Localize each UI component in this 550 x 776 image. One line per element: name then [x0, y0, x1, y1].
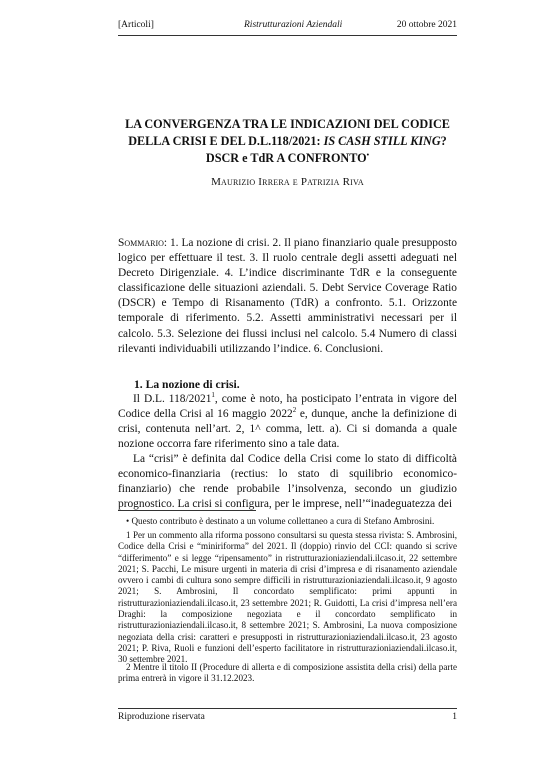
header-date: 20 ottobre 2021 [396, 20, 457, 30]
footnote-1: 1 Per un commento alla riforma possono consultarsi su questa stessa rivista: S. Ambrosini, Codice della Crisi e “miniriforma” del 2021. Il (doppio) rinvio del CCI: quando si scrive “differimento” e si legge “ripensamento” in ristrutturazioniaziendali.ilcaso.it, 22 settembre 2021; S. Pacchi, Le misure urgenti in materia di crisi d’impresa e di risanamento aziendale ovvero i cambi di cultura sono sempre difficili in ristrutturazioniaziendali.ilcaso.it, 9 agosto 2021; S. Ambrosini, Il concordato semplificato: primi appunti in ristrutturazioniaziendali.ilcaso.it, 23 settembre 2021; R. Guidotti, La crisi d’impresa nell’era Draghi: la composizione negoziata e il concordato semplificato in ristrutturazioniaziendali.ilcaso.it, 8 settembre 2021; S. Ambrosini, La nuova composizione negoziata della crisi: caratteri e presupposti in ristrutturazioniaziendali.ilcaso.it, 23 agosto 2021; P. Riva, Ruoli e funzioni dell’esperto facilitatore in ristrutturazioniaziendali.ilcaso.it, 30 settembre 2021. [118, 530, 457, 665]
title-line-3 [118, 150, 457, 167]
section-heading: 1. La nozione di crisi. [134, 378, 240, 391]
footnote-divider [118, 510, 256, 511]
header-journal: Ristrutturazioni Aziendali [244, 20, 343, 30]
title-line-2 [118, 133, 457, 150]
title-line-1: LA CONVERGENZA TRA LE INDICAZIONI DEL CODICE [125, 117, 450, 131]
footnote-ref-2[interactable]: 2 [292, 406, 297, 415]
title-line-2-italic: IS CASH STILL KING [323, 134, 441, 148]
header-divider [118, 35, 457, 36]
p1-part-b: , come è noto, ha posticipato l’entrata in vigore del Codice della Crisi al 16 maggio 2022 [118, 393, 457, 421]
title-footnote-marker[interactable]: • [366, 150, 370, 159]
footnote-star: • Questo contributo è destinato a un volume collettaneo a cura di Stefano Ambrosini. [126, 516, 435, 526]
summary [118, 236, 457, 357]
summary-text: 1. La nozione di crisi. 2. Il piano finanziario quale presupposto logico per effettuare il test. 3. Il ruolo centrale degli assetti adeguati nel Decreto Dirigenziale. 4. L’indice discriminante TdR e la conseguente classificazione delle situazioni aziendali. 5. Debt Service Coverage Ratio (DSCR) e Tempo di Risanamento (TdR) a confronto. 5.1. Orizzonte temporale di riferimento. 5.2. Assetti amministrativi necessari per il calcolo. 5.3. Selezione dei flussi inclusi nel calcolo. 5.4 Numero di classi rilevanti individuabili utilizzando l’indice. 6. Conclusioni. [118, 237, 457, 355]
paragraph-2: La “crisi” è definita dal Codice della Crisi come lo stato di difficoltà economico-finanziaria (rectius: lo stato di squilibrio economico-finanziario) che rende probabile l’insolvenza, secondo un giudizio prognostico. La crisi si configura, per le imprese, nell’“inadeguatezza dei [118, 453, 457, 511]
p1-part-c: e, dunque, anche la definizione di crisi, contenuta nell’art. 2, 1^ comma, lett. a). Ci si domanda a quale nozione occorra fare riferimento sino a tale data. [118, 408, 458, 451]
authors: Maurizio Irrera e Patrizia Riva [211, 176, 364, 188]
p1-part-a: Il D.L. 118/2021 [133, 393, 212, 405]
footer-rights: Riproduzione riservata [118, 712, 205, 722]
footnote-ref-1[interactable]: 1 [211, 391, 215, 400]
title-line-3-text: DSCR e TdR A CONFRONTO [205, 151, 367, 165]
article-title [118, 116, 457, 167]
title-line-2-a: DELLA CRISI E DEL D.L.118/2021: [128, 134, 324, 148]
title-line-2-c: ? [440, 134, 447, 148]
header-section: [Articoli] [118, 20, 154, 30]
footer-divider [118, 708, 457, 709]
running-footer [118, 712, 457, 726]
paragraph-1 [118, 392, 457, 452]
running-header [118, 20, 457, 34]
summary-label: Sommario: [118, 237, 168, 249]
footnote-2: 2 Mentre il titolo II (Procedure di allerta e di composizione assistita della crisi) della parte prima entrerà in vigore il 31.12.2023. [118, 662, 457, 684]
page-number: 1 [452, 712, 457, 722]
